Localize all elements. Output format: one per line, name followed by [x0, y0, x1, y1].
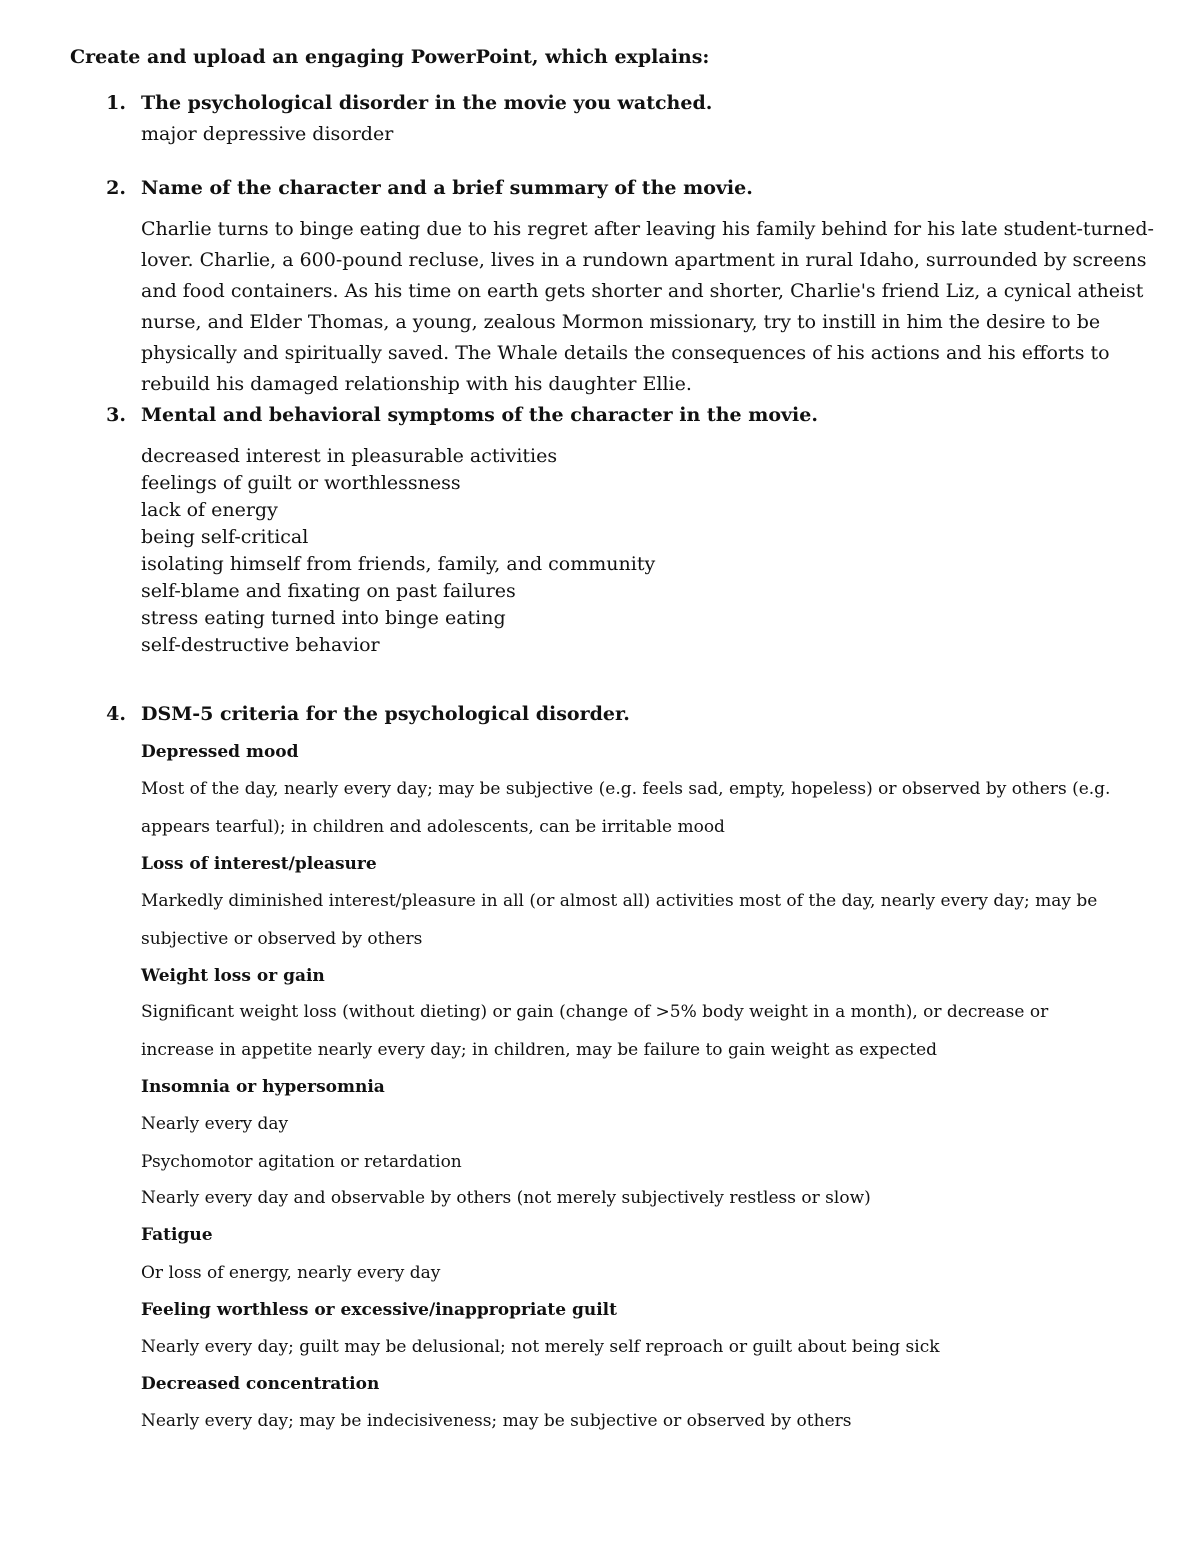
summary-line: and food containers. As his time on earth gets shorter and shorter, Charlie's friend Liz, a cynical atheist: [141, 280, 1144, 302]
criterion-label: Insomnia or hypersomnia: [141, 1077, 385, 1097]
item-3-number: 3.: [106, 404, 126, 426]
symptom-item: self-blame and fixating on past failures: [141, 580, 516, 602]
item-1-title: The psychological disorder in the movie you watched.: [141, 92, 713, 114]
criterion-text: Nearly every day: [141, 1114, 289, 1134]
criterion-label: Depressed mood: [141, 742, 299, 762]
criterion-text: appears tearful); in children and adolescents, can be irritable mood: [141, 817, 725, 837]
assignment-heading: Create and upload an engaging PowerPoint, which explains:: [70, 46, 710, 68]
criterion-text: Markedly diminished interest/pleasure in all (or almost all) activities most of the day, nearly every day; may be: [141, 891, 1098, 911]
symptom-item: lack of energy: [141, 499, 278, 521]
summary-line: nurse, and Elder Thomas, a young, zealous Mormon missionary, try to instill in him the desire to be: [141, 311, 1101, 333]
criterion-text: Most of the day, nearly every day; may be subjective (e.g. feels sad, empty, hopeless) or observed by others (e.g.: [141, 779, 1111, 799]
criterion-text: subjective or observed by others: [141, 929, 423, 949]
criterion-label: Psychomotor agitation or retardation: [141, 1152, 462, 1172]
item-4-title: DSM-5 criteria for the psychological disorder.: [141, 703, 630, 725]
symptom-item: feelings of guilt or worthlessness: [141, 472, 461, 494]
criterion-text: Nearly every day; may be indecisiveness; may be subjective or observed by others: [141, 1411, 852, 1431]
criterion-label: Decreased concentration: [141, 1374, 380, 1394]
item-2-number: 2.: [106, 177, 126, 199]
criterion-text: Nearly every day and observable by others (not merely subjectively restless or slow): [141, 1188, 871, 1208]
criterion-label: Weight loss or gain: [141, 966, 325, 986]
criterion-text: increase in appetite nearly every day; in children, may be failure to gain weight as expected: [141, 1040, 938, 1060]
item-2-title: Name of the character and a brief summary of the movie.: [141, 177, 753, 199]
item-1-number: 1.: [106, 92, 126, 114]
criterion-text: Significant weight loss (without dieting) or gain (change of >5% body weight in a month), or decrease or: [141, 1002, 1049, 1022]
symptom-item: stress eating turned into binge eating: [141, 607, 506, 629]
criterion-label: Feeling worthless or excessive/inappropriate guilt: [141, 1300, 617, 1320]
criterion-text: Or loss of energy, nearly every day: [141, 1263, 441, 1283]
symptom-item: decreased interest in pleasurable activities: [141, 445, 558, 467]
summary-line: Charlie turns to binge eating due to his regret after leaving his family behind for his late student-turned-: [141, 218, 1154, 240]
criterion-label: Fatigue: [141, 1225, 213, 1245]
symptom-item: isolating himself from friends, family, and community: [141, 553, 656, 575]
item-4-number: 4.: [106, 703, 126, 725]
symptom-item: being self-critical: [141, 526, 309, 548]
criterion-label: Loss of interest/pleasure: [141, 854, 377, 874]
criterion-text: Nearly every day; guilt may be delusional; not merely self reproach or guilt about being sick: [141, 1337, 940, 1357]
summary-line: physically and spiritually saved. The Whale details the consequences of his actions and his efforts to: [141, 342, 1110, 364]
item-3-title: Mental and behavioral symptoms of the character in the movie.: [141, 404, 818, 426]
summary-line: rebuild his damaged relationship with his daughter Ellie.: [141, 373, 692, 395]
summary-line: lover. Charlie, a 600-pound recluse, lives in a rundown apartment in rural Idaho, surrounded by screens: [141, 249, 1147, 271]
item-1-answer: major depressive disorder: [141, 123, 394, 145]
symptom-item: self-destructive behavior: [141, 634, 380, 656]
